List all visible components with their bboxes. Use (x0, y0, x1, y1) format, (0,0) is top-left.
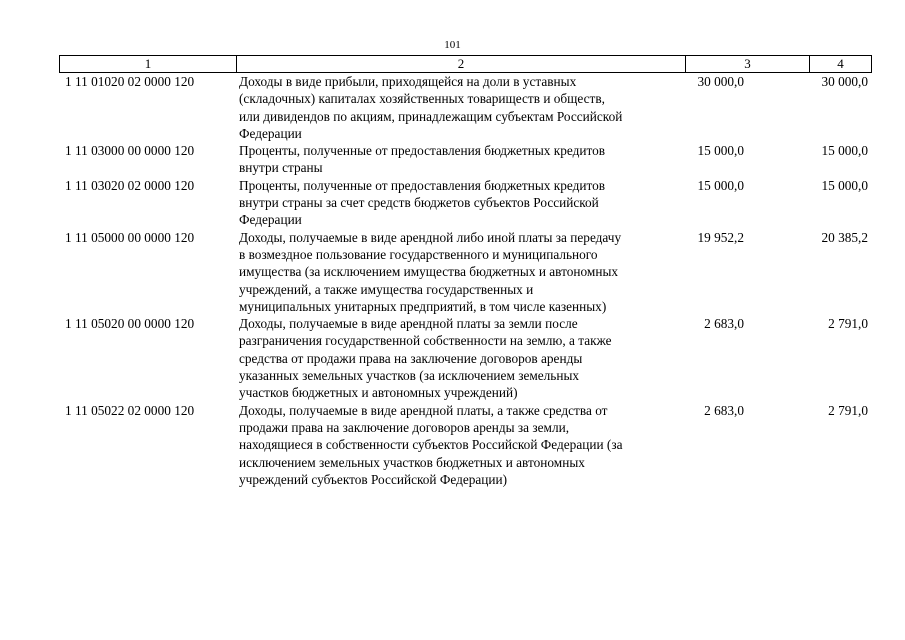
amount-column-3: 2 683,0 (704, 316, 744, 332)
header-cell-4: 4 (809, 56, 871, 72)
table-row (59, 142, 872, 177)
amount-column-4: 15 000,0 (821, 177, 868, 193)
amount-column-4: 2 791,0 (828, 316, 868, 332)
header-cell-3: 3 (685, 56, 809, 72)
table-row (59, 229, 872, 315)
revenue-code: 1 11 01020 02 0000 120 (65, 74, 195, 89)
revenue-name: Доходы в виде прибыли, приходящейся на доли в уставных (складочных) капиталах хозяйственных товариществ и обществ, или дивидендов по акциям, принадлежащим субъектам Российской Федерации (239, 74, 623, 141)
amount-column-4: 20 385,2 (821, 229, 868, 245)
revenue-name: Доходы, получаемые в виде арендной либо иной платы за передачу в возмездное пользование государственного и муниципального имущества (за исключением имущества бюджетных и автономных учреждений, а также имущества государственных и муниципальных унитарных предприятий, в том числе казенных) (239, 229, 622, 314)
revenue-name: Доходы, получаемые в виде арендной платы, а также средства от продажи права на заключение договоров аренды за земли, находящиеся в собственности субъектов Российской Федерации (за исключением земельных участков бюджетных и автономных учреждений субъектов Российской Федерации) (239, 402, 623, 487)
revenue-code: 1 11 05020 00 0000 120 (65, 316, 195, 332)
table-row (59, 402, 872, 488)
amount-column-3: 15 000,0 (697, 143, 744, 159)
table-body (59, 73, 872, 488)
table-row (59, 73, 872, 142)
revenue-name: Доходы, получаемые в виде арендной платы за земли после разграничения государственной собственности на землю, а также средства от продажи права на заключение договоров аренды указанных земельных участков (за исключением земельных участков бюджетных и автономных учреждений) (239, 316, 612, 401)
amount-column-3: 2 683,0 (704, 402, 744, 418)
revenue-code: 1 11 05022 02 0000 120 (65, 402, 195, 418)
amount-column-3: 15 000,0 (697, 177, 744, 193)
page-number: 101 (444, 39, 461, 51)
budget-revenue-table (59, 55, 872, 488)
header-cell-2: 2 (236, 56, 685, 72)
table-header-row (59, 55, 872, 73)
revenue-name: Проценты, полученные от предоставления бюджетных кредитов внутри страны за счет средств бюджетов субъектов Российской Федерации (239, 177, 606, 228)
revenue-name: Проценты, полученные от предоставления бюджетных кредитов внутри страны (239, 143, 606, 176)
revenue-code: 1 11 05000 00 0000 120 (65, 229, 195, 245)
header-cell-1: 1 (144, 56, 152, 71)
amount-column-4: 2 791,0 (828, 402, 868, 418)
amount-column-4: 30 000,0 (821, 74, 868, 89)
table-row (59, 177, 872, 229)
table-row (59, 315, 872, 401)
amount-column-3: 30 000,0 (697, 74, 744, 89)
amount-column-3: 19 952,2 (697, 229, 744, 245)
revenue-code: 1 11 03020 02 0000 120 (65, 177, 195, 193)
amount-column-4: 15 000,0 (821, 143, 868, 159)
revenue-code: 1 11 03000 00 0000 120 (65, 143, 195, 159)
